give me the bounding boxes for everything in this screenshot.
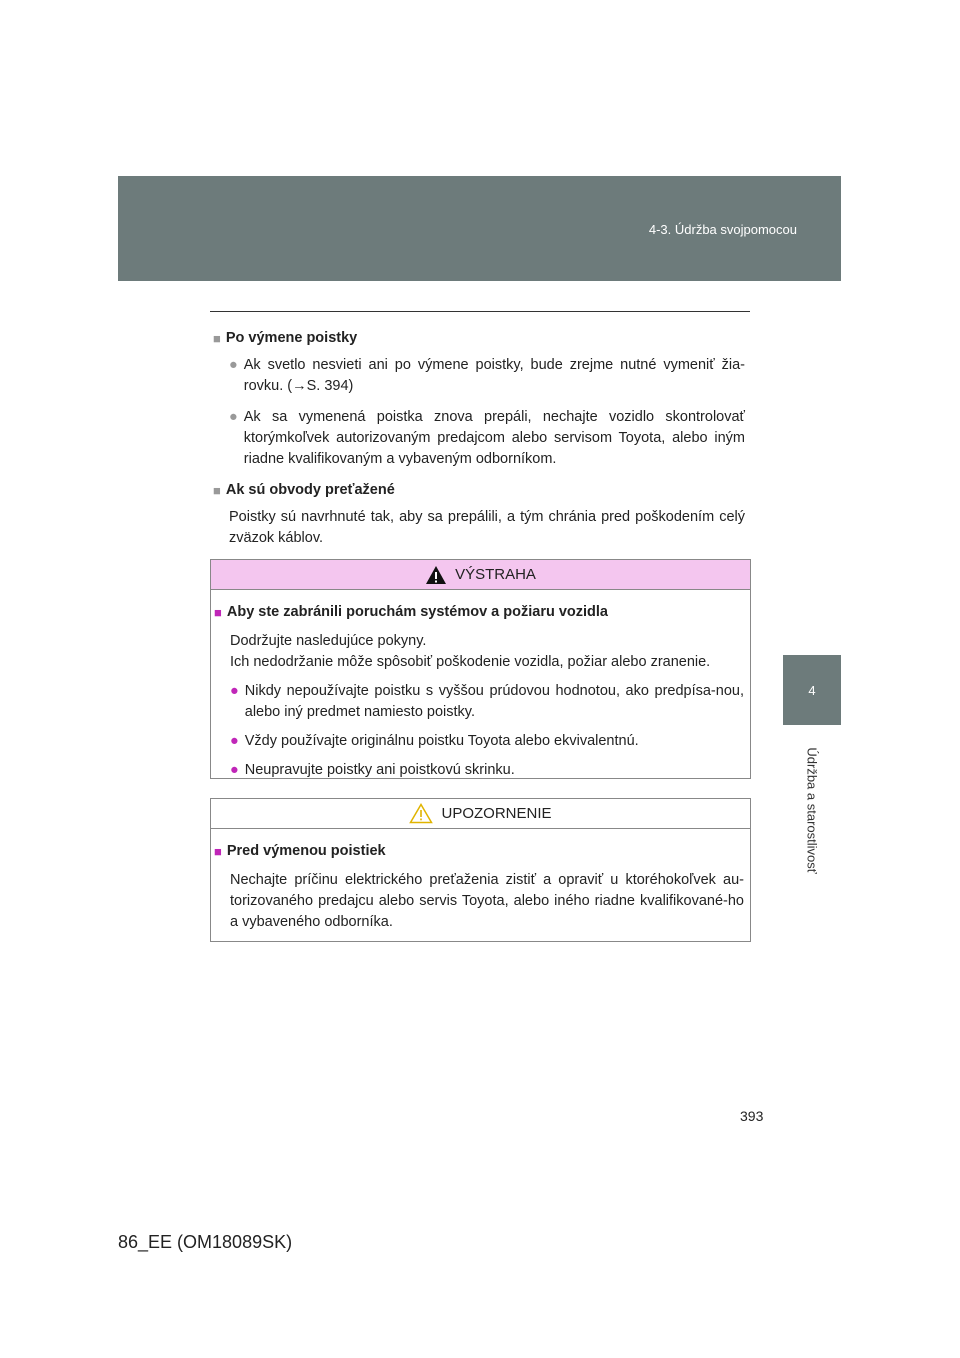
section-heading — [213, 328, 745, 349]
list-item — [229, 407, 745, 470]
section-heading-text: Po výmene poistky — [225, 330, 358, 346]
square-bullet-icon: ■ — [214, 605, 222, 620]
list-item — [230, 731, 744, 752]
caution-heading-text: Pred výmenou poistiek — [226, 843, 386, 859]
circle-bullet-icon: ● — [230, 683, 239, 699]
list-item-text: Nikdy nepoužívajte poistku s vyššou prúdovou hodnotou, ako predpísa-nou, alebo iný predmet namiesto poistky. — [244, 683, 744, 720]
warning-intro-line: Dodržujte nasledujúce pokyny. — [230, 633, 427, 649]
warning-title-bar — [211, 560, 750, 590]
circle-bullet-icon: ● — [229, 357, 238, 373]
list-item-text: Ak svetlo nesvieti ani po výmene poistky, bude zrejme nutné vymeniť žia-rovku. (→S. 394) — [243, 357, 745, 394]
section-heading-text: Ak sú obvody preťažené — [225, 482, 395, 498]
circle-bullet-icon: ● — [229, 409, 238, 425]
page-number: 393 — [740, 1108, 764, 1124]
warning-heading — [214, 602, 744, 623]
caution-title-bar — [211, 799, 750, 829]
header-band — [118, 176, 841, 281]
section-label: 4-3. Údržba svojpomocou — [648, 222, 797, 237]
chapter-side-label — [783, 730, 841, 890]
caution-triangle-icon — [409, 803, 433, 824]
caution-paragraph: Nechajte príčinu elektrického preťaženia zistiť a opraviť u ktoréhokoľvek au-torizovaného predajcu alebo servis Toyota, alebo iného riadne kvalifikované-ho a vybaveného odborníka. — [230, 872, 744, 930]
list-item-text: Ak sa vymenená poistka znova prepáli, nechajte vozidlo skontrolovať ktorýmkoľvek autorizovaným predajcom alebo servisom Toyota, alebo iným riadne kvalifikovaným a vybaveným odborníkom. — [243, 409, 745, 467]
list-item — [230, 681, 744, 723]
document-code: 86_EE (OM18089SK) — [118, 1232, 293, 1252]
square-bullet-icon: ■ — [213, 331, 221, 346]
main-content — [213, 328, 745, 557]
warning-intro-line: Ich nedodržanie môže spôsobiť poškodenie vozidla, požiar alebo zranenie. — [230, 654, 711, 670]
list-item — [230, 760, 744, 781]
warning-title: VÝSTRAHA — [455, 566, 536, 583]
warning-heading-text: Aby ste zabránili poruchám systémov a požiaru vozidla — [226, 604, 608, 620]
caution-body — [211, 829, 750, 933]
chapter-title: Údržba a starostlivosť — [804, 746, 820, 874]
section-paragraph: Poistky sú navrhnuté tak, aby sa prepálili, a tým chránia pred poškodením celý zväzok káblov. — [229, 509, 745, 546]
top-divider — [210, 311, 750, 312]
chapter-tab[interactable] — [783, 655, 841, 725]
circle-bullet-icon: ● — [230, 733, 239, 749]
caution-box — [210, 798, 751, 942]
warning-intro — [230, 631, 744, 673]
square-bullet-icon: ■ — [214, 844, 222, 859]
warning-body — [211, 590, 750, 781]
warning-triangle-icon — [425, 565, 447, 585]
list-item — [229, 355, 745, 397]
caution-title: UPOZORNENIE — [441, 805, 552, 822]
list-item-text: Neupravujte poistky ani poistkovú skrinku. — [244, 762, 515, 778]
section-heading — [213, 480, 745, 501]
list-item-text: Vždy používajte originálnu poistku Toyota alebo ekvivalentnú. — [244, 733, 639, 749]
circle-bullet-icon: ● — [230, 762, 239, 778]
warning-box — [210, 559, 751, 779]
chapter-number: 4 — [808, 682, 816, 698]
square-bullet-icon: ■ — [213, 483, 221, 498]
caution-heading — [214, 841, 744, 862]
